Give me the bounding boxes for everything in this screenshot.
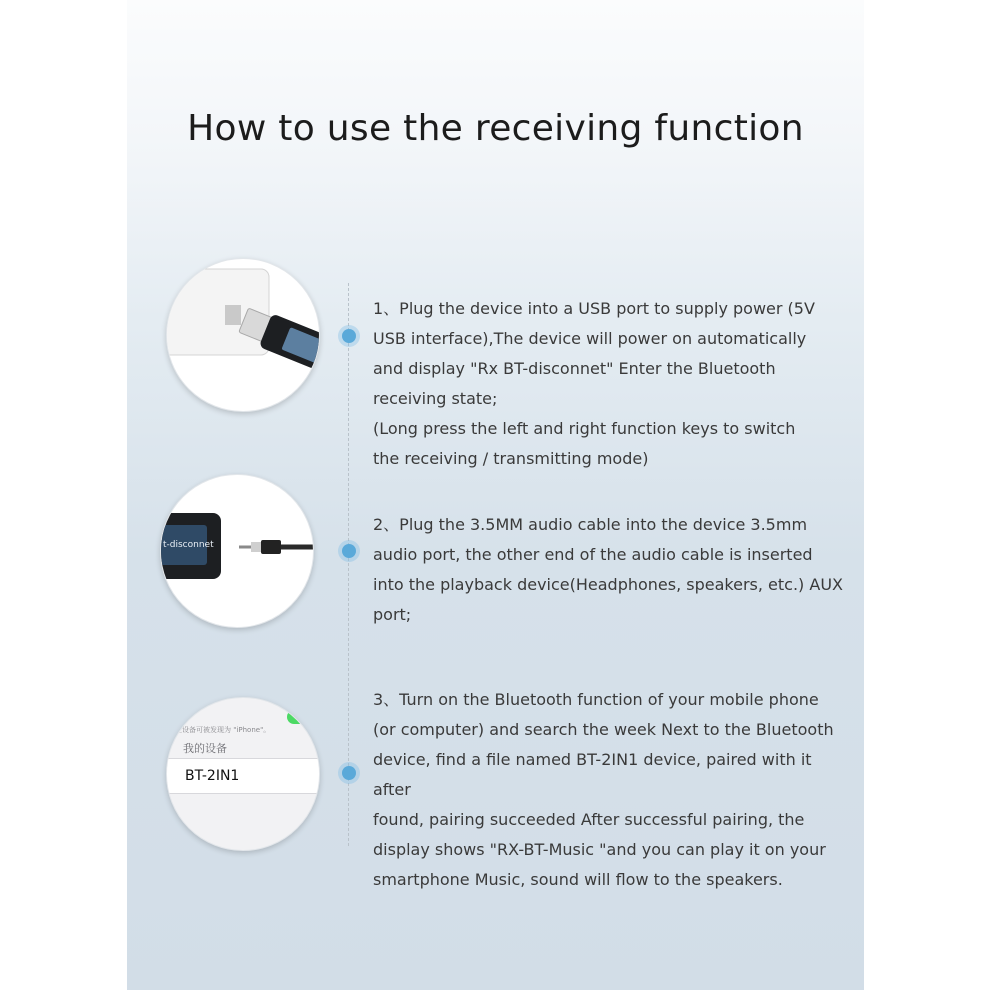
step-1-marker — [342, 329, 356, 343]
toggle-icon — [287, 710, 313, 724]
phone-section-header: 我的设备 — [183, 742, 227, 755]
device-name: BT-2IN1 — [185, 768, 240, 784]
step-2-image — [160, 474, 314, 628]
step-3-image — [166, 697, 320, 851]
step-3-text: 3、Turn on the Bluetooth function of your mobile phone (or computer) and search the week Next to the Bluetooth device, find a file named BT-2IN1 device, paired with it after found, pairing succeeded After successful pairing, the display shows "RX-BT-Music "and you can play it on your smartphone Music, sound will flow to the speakers. — [373, 690, 834, 889]
usb-dongle-illustration — [167, 259, 319, 411]
audio-cable-illustration — [161, 475, 313, 627]
step-1-image — [166, 258, 320, 412]
list-separator — [167, 793, 319, 794]
step-2-text: 2、Plug the 3.5MM audio cable into the device 3.5mm audio port, the other end of the audio cable is inserted into the playback device(Headphones, speakers, etc.) AUX port; — [373, 515, 843, 624]
timeline-line — [348, 283, 349, 846]
step-2-marker — [342, 544, 356, 558]
phone-hint-text: 在设备可被发现为 "iPhone"。 — [175, 726, 271, 734]
step-1-text: 1、Plug the device into a USB port to supply power (5V USB interface),The device will power on automatically and display "Rx BT-disconnet" Enter the Bluetooth receiving state; (Long press the left and right function keys to switch the receiving / transmitting mode) — [373, 299, 815, 468]
device-screen-label: t-disconnet — [163, 540, 214, 550]
device-list-row — [167, 759, 319, 793]
page-title: How to use the receiving function — [187, 108, 804, 149]
step-3-marker — [342, 766, 356, 780]
